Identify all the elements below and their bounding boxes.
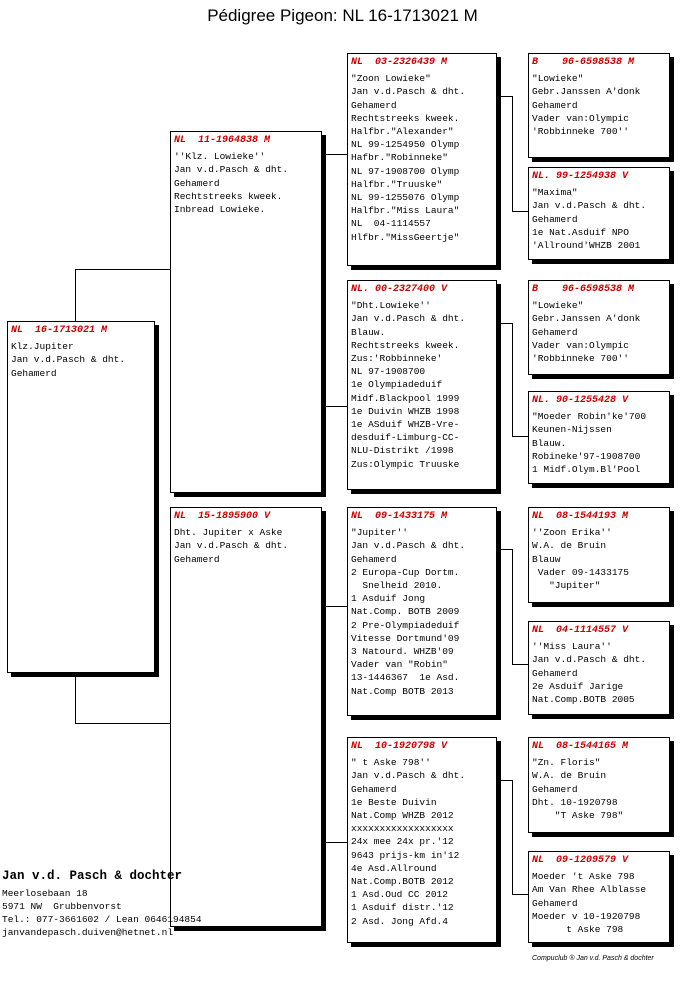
pigeon-info-line: 'Allround'WHZB 2001 [532,240,641,252]
pigeon-card-dss [528,507,670,603]
pigeon-info-line: Rechtstreeks kweek. [351,339,460,351]
pigeon-info-line: "Moeder Robin'ke'700 [532,411,647,423]
pigeon-info-line: 9643 prijs-km in'12 [351,849,460,861]
pigeon-info-line: Hlfbr."MissGeertje" [351,231,460,243]
pigeon-info-line: NL 99-1255076 Olymp [351,192,460,204]
pigeon-info-line: Blauw [532,553,561,565]
pigeon-info-line: "Zn. Floris" [532,757,601,769]
footer-credit: Compuclub ® Jan v.d. Pasch & dochter [532,955,654,962]
ring-number: NL. 99-1254938 V [532,171,629,182]
pigeon-info-line: 1e ASduif WHZB-Vre- [351,419,460,431]
ring-number: NL 15-1895900 V [174,511,271,522]
pigeon-info-line: Hafbr."Robinneke" [351,152,448,164]
pigeon-info-line: 13-1446367 1e Asd. [351,672,460,684]
ring-number: NL 08-1544193 M [532,511,629,522]
pigeon-info-line: "Maxima" [532,187,578,199]
pigeon-info-line: Vader van "Robin" [351,659,448,671]
pigeon-info-line: 1e Nat.Asduif NPO [532,226,629,238]
ring-number: NL 16-1713021 M [11,325,108,336]
pigeon-info-line: Jan v.d.Pasch & dht. [532,200,647,212]
pigeon-info-line: Nat.Comp.BOTB 2012 [351,876,454,888]
pigeon-info-line: 2 Asd. Jong Afd.4 [351,915,448,927]
pigeon-info-line: Jan v.d.Pasch & dht. [351,313,466,325]
pigeon-info-line: Halfbr."Alexander" [351,126,454,138]
pigeon-info-line: Jan v.d.Pasch & dht. [174,164,289,176]
pigeon-info-line: Gehamerd [174,177,220,189]
ring-number: B 96-6598538 M [532,57,635,68]
connector-line [512,96,513,212]
pigeon-info-line: 2 Europa-Cup Dortm. [351,566,460,578]
pigeon-card-ssd [528,167,670,260]
pigeon-card-sire-dam [347,280,497,490]
pigeon-info-line: Vader van:Olympic [532,339,629,351]
connector-line [512,323,513,437]
pigeon-info-line: " t Aske 798'' [351,757,431,769]
pigeon-info-line: Gehamerd [532,213,578,225]
pigeon-info-line: W.A. de Bruin [532,770,607,782]
pigeon-card-sds [528,280,670,375]
pigeon-info-line: Gehamerd [532,897,578,909]
owner-phone: Tel.: 077-3661602 / Lean 0646194854 [2,914,202,925]
pigeon-info-line: Nat.Comp WHZB 2012 [351,810,454,822]
pigeon-info-line: Midf.Blackpool 1999 [351,392,460,404]
connector-line [324,606,347,607]
connector-line [324,154,325,407]
connector-line [324,842,347,843]
pigeon-info-line: Jan v.d.Pasch & dht. [11,354,126,366]
ring-number: NL. 00-2327400 V [351,284,448,295]
pigeon-info-line: 24x mee 24x pr.'12 [351,836,454,848]
connector-line [324,154,347,155]
connector-line [512,549,513,665]
connector-line [512,780,513,895]
pigeon-info-line: Am Van Rhee Alblasse [532,884,647,896]
pigeon-info-line: NL 04-1114557 [351,218,431,230]
ring-number: NL 08-1544165 M [532,741,629,752]
pigeon-card-dam-dam [347,737,497,943]
pigeon-card-sire [170,131,322,493]
pigeon-info-line: "Lowieke" [532,73,584,85]
connector-line [512,211,528,212]
pigeon-info-line: Zus:'Robbinneke' [351,353,443,365]
pigeon-info-line: ''Zoon Erika'' [532,527,612,539]
ring-number: NL. 90-1255428 V [532,395,629,406]
pigeon-info-line: Halfbr."Truuske" [351,178,443,190]
pigeon-info-line: xxxxxxxxxxxxxxxxxx [351,823,454,835]
pigeon-info-line: W.A. de Bruin [532,540,607,552]
pigeon-info-line: 1e Beste Duivin [351,796,437,808]
pigeon-info-line: Gehamerd [532,99,578,111]
connector-line [75,672,76,724]
connector-line [324,406,347,407]
pigeon-info-line: Klz.Jupiter [11,341,74,353]
pigeon-info-line: Jan v.d.Pasch & dht. [351,540,466,552]
pigeon-info-line: Inbread Lowieke. [174,204,266,216]
pigeon-info-line: "Dht.Lowieke'' [351,300,431,312]
pigeon-info-line: desduif-Limburg-CC- [351,432,460,444]
pigeon-card-sss [528,53,670,158]
pigeon-info-line: Jan v.d.Pasch & dht. [351,770,466,782]
pigeon-info-line: Nat.Comp BOTB 2013 [351,685,454,697]
pigeon-info-line: Gehamerd [532,326,578,338]
pigeon-card-sdd [528,391,670,484]
pigeon-card-dam-sire [347,507,497,716]
ring-number: NL 04-1114557 V [532,625,629,636]
pigeon-info-line: Vitesse Dortmund'09 [351,632,460,644]
pigeon-info-line: Gebr.Janssen A'donk [532,86,641,98]
pigeon-info-line: NL 99-1254950 Olymp [351,139,460,151]
pigeon-info-line: Nat.Comp.BOTB 2005 [532,694,635,706]
pigeon-card-dsd [528,621,670,715]
pigeon-info-line: Gehamerd [351,553,397,565]
pigeon-card-ddd [528,851,670,943]
pigeon-info-line: 'Robbinneke 700'' [532,353,629,365]
pigeon-info-line: 1 Asd.Oud CC 2012 [351,889,448,901]
pigeon-info-line: 1e Olympiadeduif [351,379,443,391]
connector-line [512,664,528,665]
pigeon-info-line: 1e Duivin WHZB 1998 [351,405,460,417]
page-title: Pédigree Pigeon: NL 16-1713021 M [207,6,478,25]
pigeon-info-line: Blauw. [532,437,567,449]
owner-block [2,869,202,939]
pigeon-info-line: 3 Natourd. WHZB'09 [351,646,454,658]
pigeon-info-line: ''Miss Laura'' [532,641,612,653]
pigeon-info-line: Moeder v 10-1920798 [532,910,641,922]
pigeon-info-line: t Aske 798 [532,924,624,936]
ring-number: NL 09-1209579 V [532,855,629,866]
pigeon-info-line: Gebr.Janssen A'donk [532,313,641,325]
pigeon-info-line: NL 97-1908700 Olymp [351,165,460,177]
pigeon-info-line: Dht. Jupiter x Aske [174,527,283,539]
ring-number: B 96-6598538 M [532,284,635,295]
ring-number: NL 10-1920798 V [351,741,448,752]
pigeon-info-line: "T Aske 798" [532,810,624,822]
pigeon-info-line: "Zoon Lowieke" [351,73,431,85]
pigeon-info-line: Jan v.d.Pasch & dht. [351,86,466,98]
connector-line [75,269,170,270]
pigeon-info-line: 1 Asduif Jong [351,593,426,605]
pigeon-card-dam [170,507,322,927]
pigeon-info-line: Moeder 't Aske 798 [532,871,635,883]
pigeon-info-line: Gehamerd [532,783,578,795]
ring-number: NL 03-2326439 M [351,57,448,68]
pigeon-info-line: ''Klz. Lowieke'' [174,151,266,163]
pigeon-info-line: NL 97-1908700 [351,366,426,378]
connector-line [324,606,325,843]
pigeon-info-line: Blauw. [351,326,386,338]
pigeon-info-line: Robineke'97-1908700 [532,450,641,462]
pigeon-card-sire-sire [347,53,497,266]
pigeon-info-line: NLU-Distrikt /1998 [351,445,454,457]
connector-line [512,436,528,437]
pigeon-info-line: Gehamerd [11,367,57,379]
pigeon-info-line: "Lowieke" [532,300,584,312]
owner-name: Jan v.d. Pasch & dochter [2,869,183,883]
pigeon-info-line: 'Robbinneke 700'' [532,126,629,138]
pigeon-info-line: "Jupiter'' [351,527,409,539]
pigeon-info-line: Halfbr."Miss Laura" [351,205,460,217]
pigeon-info-line: Jan v.d.Pasch & dht. [174,540,289,552]
pigeon-info-line: Vader 09-1433175 [532,566,629,578]
pigeon-info-line: Snelheid 2010. [351,580,443,592]
pigeon-card-subject [7,321,155,673]
pigeon-info-line: Gehamerd [174,553,220,565]
owner-address: Meerlosebaan 18 [2,888,88,899]
pigeon-info-line: Gehamerd [351,99,397,111]
pigeon-info-line: Gehamerd [532,667,578,679]
pigeon-info-line: Gehamerd [351,783,397,795]
connector-line [75,269,76,322]
pigeon-info-line: 4e Asd.Allround [351,862,437,874]
pigeon-info-line: Rechtstreeks kweek. [174,190,283,202]
ring-number: NL 09-1433175 M [351,511,448,522]
pigeon-info-line: Zus:Olympic Truuske [351,458,460,470]
pigeon-info-line: 1 Midf.Olym.Bl'Pool [532,464,641,476]
pigeon-info-line: Nat.Comp. BOTB 2009 [351,606,460,618]
pigeon-info-line: 2 Pre-Olympiadeduif [351,619,460,631]
pigeon-info-line: Jan v.d.Pasch & dht. [532,654,647,666]
pigeon-info-line: Vader van:Olympic [532,112,629,124]
owner-city: 5971 NW Grubbenvorst [2,901,122,912]
pigeon-info-line: 1 Asduif distr.'12 [351,902,454,914]
pigeon-info-line: "Jupiter" [532,580,601,592]
pigeon-info-line: Dht. 10-1920798 [532,796,618,808]
pigeon-info-line: 2e Asduif Jarige [532,680,624,692]
pigeon-info-line: Keunen-Nijssen [532,424,612,436]
ring-number: NL 11-1964838 M [174,135,271,146]
connector-line [75,723,170,724]
owner-email: janvandepasch.duiven@hetnet.nl [2,927,174,938]
pigeon-card-dds [528,737,670,833]
connector-line [512,894,528,895]
pigeon-info-line: Rechtstreeks kweek. [351,112,460,124]
